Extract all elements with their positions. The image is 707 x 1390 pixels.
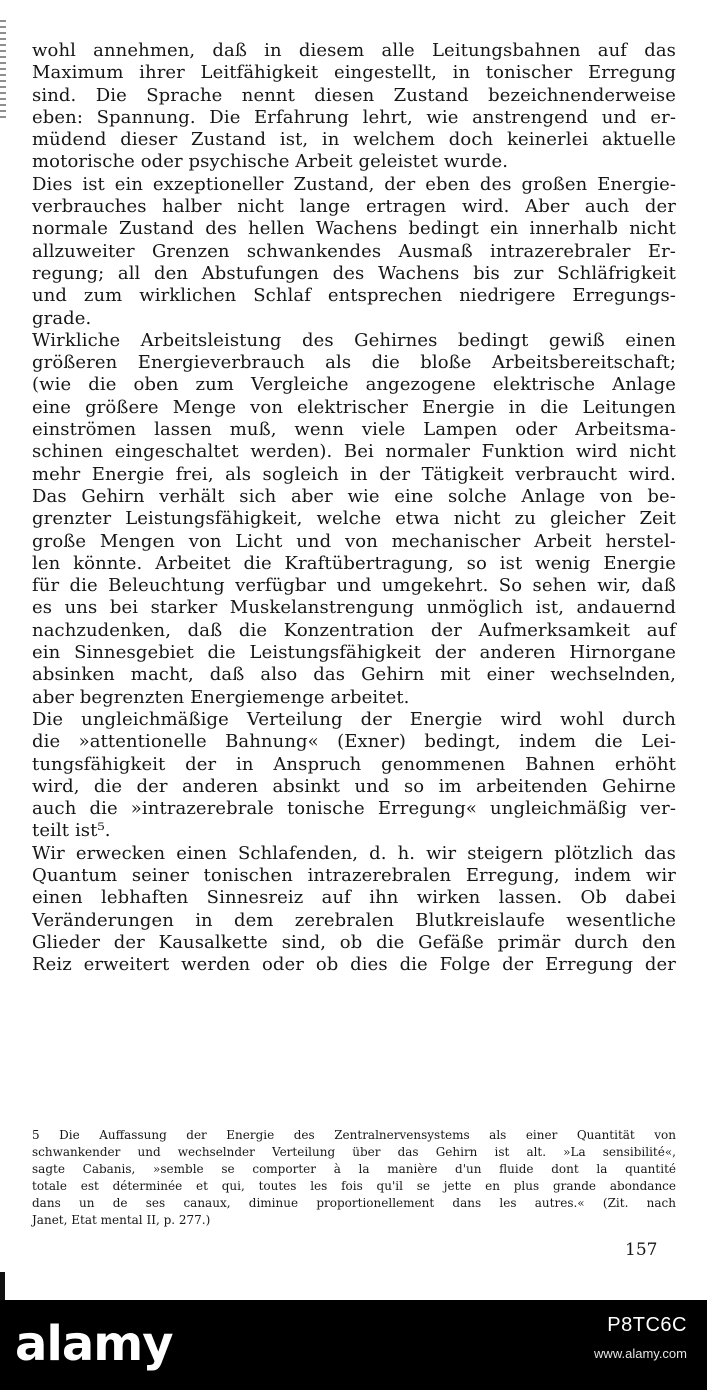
scan-edge-bar	[0, 1272, 5, 1300]
text-line: len könnte. Arbeitet die Kraftübertragung, so ist wenig Energie	[32, 552, 676, 574]
paragraph	[32, 40, 676, 174]
paragraph	[32, 174, 676, 330]
paragraph	[32, 330, 676, 709]
footnote-line: Janet, Etat mental II, p. 277.)	[32, 1213, 211, 1227]
text-line: wird, die der anderen absinkt und so im arbeitenden Gehirne	[32, 775, 676, 797]
text-line: sind. Die Sprache nennt diesen Zustand bezeichnenderweise	[32, 84, 676, 106]
text-line: grenzter Leistungsfähigkeit, welche etwa nicht zu gleicher Zeit	[32, 508, 676, 530]
text-line: eben: Spannung. Die Erfahrung lehrt, wie anstrengend und er-	[32, 106, 676, 128]
text-line: nachzudenken, daß die Konzentration der Aufmerksamkeit auf	[32, 619, 676, 641]
text-line: Dies ist ein exzeptioneller Zustand, der eben des großen Energie-	[32, 173, 676, 195]
text-line: Wir erwecken einen Schlafenden, d. h. wir steigern plötzlich das	[32, 842, 676, 864]
text-line: Quantum seiner tonischen intrazerebralen Erregung, indem wir	[32, 864, 676, 886]
text-line: eine größere Menge von elektrischer Energie in die Leitungen	[32, 396, 676, 418]
paragraph	[32, 709, 676, 843]
text-line: mehr Energie frei, als sogleich in der Tätigkeit verbraucht wird.	[32, 463, 676, 485]
text-line: verbrauches halber nicht lange ertragen wird. Aber auch der	[32, 196, 676, 218]
footnote-line: dans un de ses canaux, diminue proportionellement dans les autres.« (Zit. nach	[32, 1196, 676, 1210]
watermark-banner	[0, 1300, 707, 1390]
text-line: (wie die oben zum Vergleiche angezogene elektrische Anlage	[32, 374, 676, 396]
text-line: motorische oder psychische Arbeit geleistet wurde.	[32, 151, 509, 173]
text-line: allzuweiter Grenzen schwankendes Ausmaß intrazerebraler Er-	[32, 240, 676, 262]
text-line: müdend dieser Zustand ist, in welchem doch keinerlei aktuelle	[32, 129, 676, 151]
text-line: schinen eingeschaltet werden). Bei normaler Funktion wird nicht	[32, 441, 676, 463]
text-line: und zum wirklichen Schlaf entsprechen niedrigere Erregungs-	[32, 285, 676, 307]
footnote-line: 5 Die Auffassung der Energie des Zentralnervensystems als einer Quantität von	[32, 1128, 676, 1142]
alamy-logo: alamy	[15, 1316, 173, 1372]
text-line: teilt ist⁵.	[32, 820, 111, 842]
footnote-line: sagte Cabanis, »semble se comporter à la manière d'un fluide dont la quantité	[32, 1162, 676, 1176]
footnote-line: totale est déterminée et qui, toutes les fois qu'il se jette en plus grande abondance	[32, 1179, 676, 1193]
text-line: tungsfähigkeit der in Anspruch genommenen Bahnen erhöht	[32, 753, 676, 775]
text-line: wohl annehmen, daß in diesem alle Leitungsbahnen auf das	[32, 40, 676, 61]
text-line: Reiz erweitert werden oder ob dies die Folge der Erregung der	[32, 954, 676, 976]
paragraph	[32, 843, 676, 977]
text-line: einen lebhaften Sinnesreiz auf ihn wirken lassen. Ob dabei	[32, 887, 676, 909]
text-line: Die ungleichmäßige Verteilung der Energie wird wohl durch	[32, 708, 676, 730]
image-id: P8TC6C	[607, 1314, 687, 1336]
text-line: Das Gehirn verhält sich aber wie eine solche Anlage von be-	[32, 485, 676, 507]
footnote-line: schwankender und wechselnder Verteilung über das Gehirn ist alt. »La sensibilité«,	[32, 1145, 676, 1159]
text-line: für die Beleuchtung verfügbar und umgekehrt. So sehen wir, daß	[32, 575, 676, 597]
scan-edge-mark	[0, 20, 6, 120]
text-line: es uns bei starker Muskelanstrengung unmöglich ist, andauernd	[32, 597, 676, 619]
text-line: ein Sinnesgebiet die Leistungsfähigkeit der anderen Hirnorgane	[32, 642, 676, 664]
text-line: Wirkliche Arbeitsleistung des Gehirnes bedingt gewiß einen	[32, 329, 676, 351]
text-line: größeren Energieverbrauch als die bloße Arbeitsbereitschaft;	[32, 352, 676, 374]
text-line: einströmen lassen muß, wenn viele Lampen oder Arbeitsma-	[32, 419, 676, 441]
text-line: grade.	[32, 307, 92, 329]
text-line: absinken macht, daß also das Gehirn mit einer wechselnden,	[32, 664, 676, 686]
body-text	[32, 40, 676, 976]
text-line: die »attentionelle Bahnung« (Exner) bedingt, indem die Lei-	[32, 731, 676, 753]
text-line: regung; all den Abstufungen des Wachens bis zur Schläfrigkeit	[32, 262, 676, 284]
text-line: normale Zustand des hellen Wachens bedingt ein innerhalb nicht	[32, 218, 676, 240]
text-line: aber begrenzten Energiemenge arbeitet.	[32, 686, 410, 708]
text-line: Maximum ihrer Leitfähigkeit eingestellt, in tonischer Erregung	[32, 62, 676, 84]
text-line: große Mengen von Licht und von mechanischer Arbeit herstel-	[32, 530, 676, 552]
text-line: Glieder der Kausalkette sind, ob die Gefäße primär durch den	[32, 931, 676, 953]
text-line: auch die »intrazerebrale tonische Erregung« ungleichmäßig ver-	[32, 798, 676, 820]
site-url: www.alamy.com	[594, 1346, 687, 1361]
page-number: 157	[625, 1240, 658, 1260]
text-line: Veränderungen in dem zerebralen Blutkreislaufe wesentliche	[32, 909, 676, 931]
footnote	[32, 1127, 676, 1229]
